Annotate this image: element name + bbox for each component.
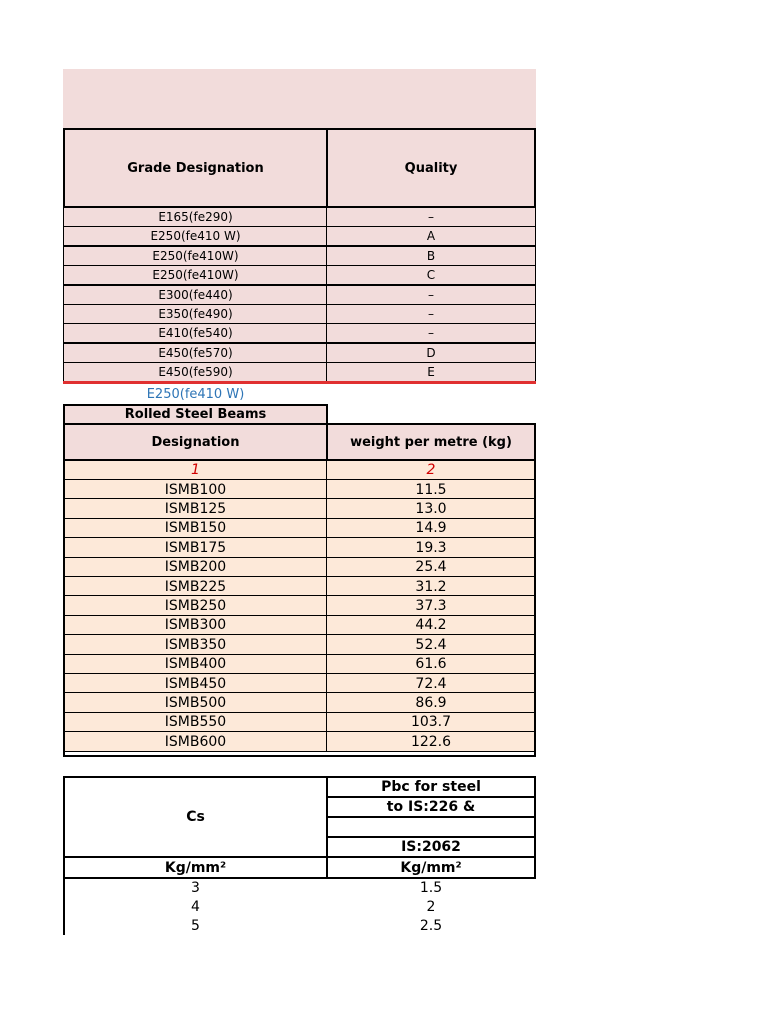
grade-cell: E250(fe410W) [63,265,328,285]
beam-designation-cell: ISMB450 [63,673,328,694]
quality-cell: A [326,226,536,246]
beam-designation-cell: ISMB400 [63,654,328,675]
grade-cell: E410(fe540) [63,323,328,343]
pbc-table-left-rule [63,877,65,935]
pbc-value-cell: 2 [426,898,436,915]
grade-designation-header: Grade Designation [63,128,328,208]
cs-unit: Kg/mm² [63,856,328,879]
beam-designation-cell: ISMB250 [63,595,328,616]
beam-weight-cell: 37.3 [326,595,536,616]
quality-cell: B [326,246,536,266]
pbc-value-cell: 1.5 [419,879,443,896]
beam-weight-cell: 14.9 [326,518,536,539]
quality-cell: – [326,323,536,343]
beam-weight-cell: 19.3 [326,537,536,558]
quality-cell: – [326,207,536,227]
beam-designation-cell: ISMB100 [63,479,328,500]
beam-weight-cell: 52.4 [326,634,536,655]
beam-weight-cell: 61.6 [326,654,536,675]
beam-designation-cell: ISMB350 [63,634,328,655]
beam-designation-cell: ISMB125 [63,498,328,519]
grade-cell: E250(fe410W) [63,246,328,266]
cs-value-cell: 4 [191,898,200,915]
designation-header: Designation [63,423,328,461]
grade-cell: E450(fe590) [63,362,328,382]
beams-table-title: Rolled Steel Beams [63,404,328,425]
column-number-2: 2 [326,459,536,480]
beam-weight-cell: 25.4 [326,557,536,578]
beam-designation-cell: ISMB200 [63,557,328,578]
beam-weight-cell: 11.5 [326,479,536,500]
beam-designation-cell: ISMB150 [63,518,328,539]
pbc-value-cell: 2.5 [419,918,443,935]
quality-cell: E [326,362,536,382]
beam-weight-cell: 31.2 [326,576,536,597]
grade-cell: E300(fe440) [63,285,328,305]
beam-weight-cell: 13.0 [326,498,536,519]
quality-cell: C [326,265,536,285]
cs-header: Cs [63,776,328,858]
weight-header: weight per metre (kg) [326,423,536,461]
pbc-header-line-3 [326,816,536,838]
beam-designation-cell: ISMB550 [63,712,328,733]
beam-weight-cell: 44.2 [326,615,536,636]
grade-cell: E250(fe410 W) [63,226,328,246]
quality-cell: – [326,304,536,324]
grade-cell: E450(fe570) [63,343,328,363]
pbc-header-line-4: IS:2062 [326,836,536,858]
grade-table-title-band [63,69,536,129]
beam-weight-cell: 122.6 [326,731,536,752]
column-number-1: 1 [63,459,328,480]
grade-cell: E350(fe490) [63,304,328,324]
beam-designation-cell: ISMB300 [63,615,328,636]
selected-grade[interactable]: E250(fe410 W) [146,387,245,402]
pbc-header-line-2: to IS:226 & [326,796,536,818]
beam-designation-cell: ISMB225 [63,576,328,597]
grade-cell: E165(fe290) [63,207,328,227]
grade-table-bottom-rule [63,381,536,384]
beam-designation-cell: ISMB500 [63,692,328,713]
quality-cell: – [326,285,536,305]
beam-designation-cell: ISMB600 [63,731,328,752]
quality-header: Quality [326,128,536,208]
quality-cell: D [326,343,536,363]
pbc-header-line-1: Pbc for steel [326,776,536,798]
beam-weight-cell: 103.7 [326,712,536,733]
beam-designation-cell: ISMB175 [63,537,328,558]
cs-value-cell: 5 [191,918,200,935]
beam-weight-cell: 72.4 [326,673,536,694]
cs-value-cell: 3 [191,879,200,896]
pbc-unit: Kg/mm² [326,856,536,879]
beam-weight-cell: 86.9 [326,692,536,713]
